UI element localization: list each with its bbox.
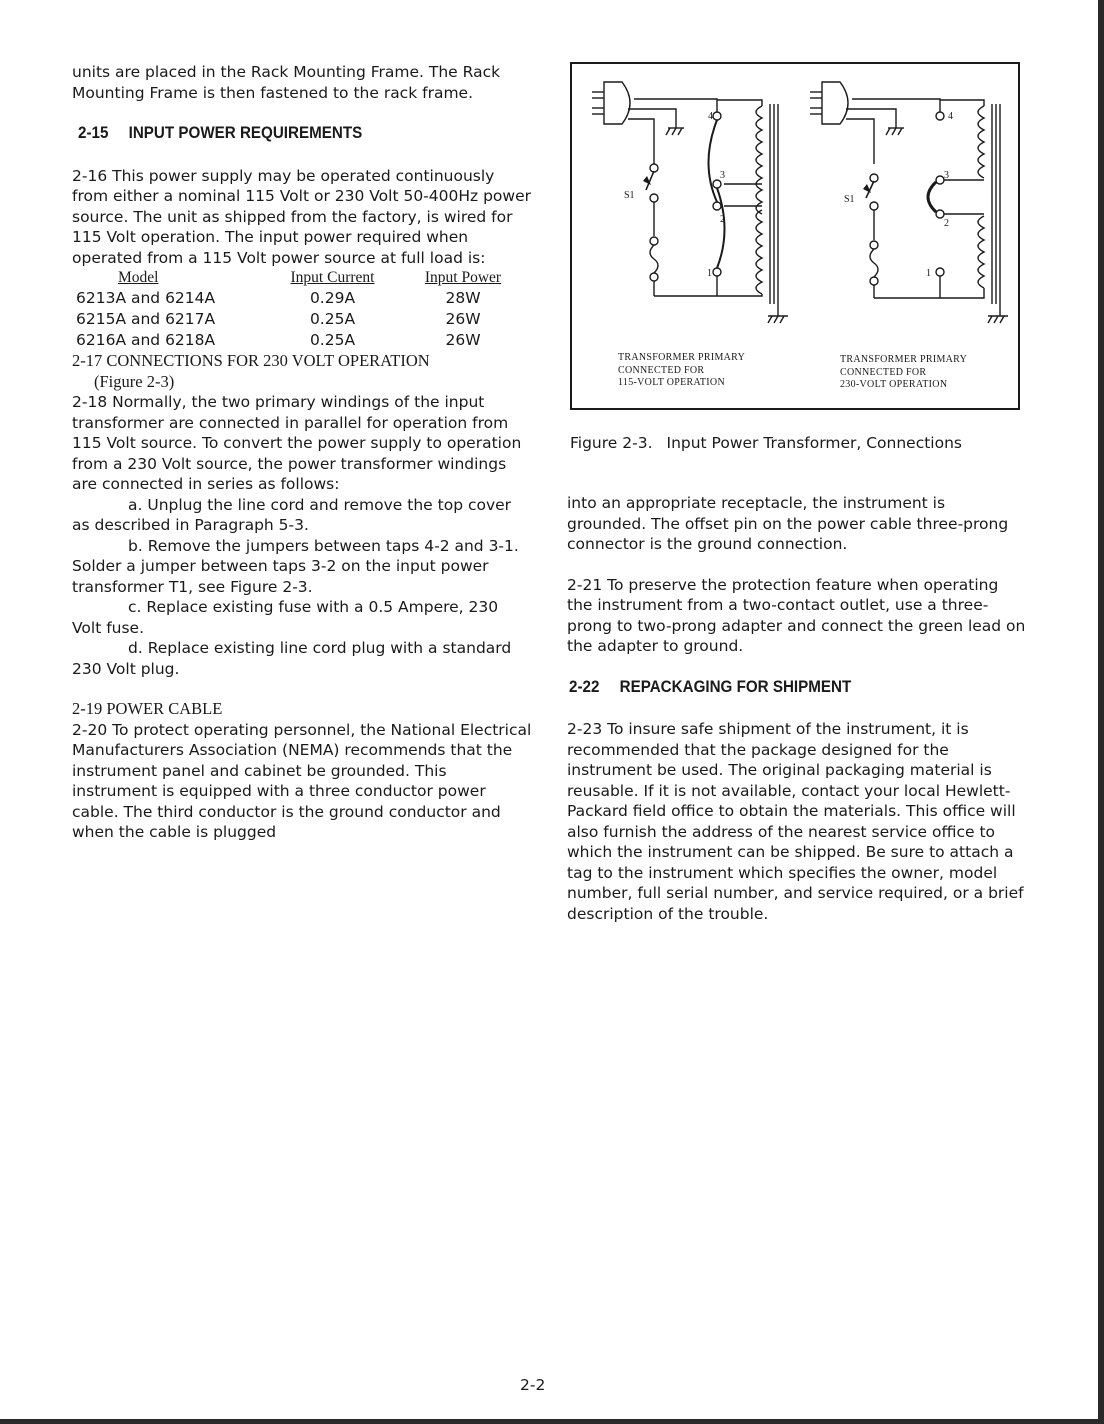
switch-label: S1: [624, 190, 635, 201]
plug-icon: [822, 82, 848, 124]
column-header-model: Model: [118, 269, 159, 286]
model-cell: 6215A and 6217A: [76, 310, 216, 328]
step-b: b. Remove the jumpers between taps 4-2 and 3-1. Solder a jumper between taps 3-2 on the input power transformer T1, see Figure 2-3.: [72, 536, 519, 596]
paragraph-2-18: 2-18 Normally, the two primary windings of the input transformer are connected in parallel for operation from 115 Volt source. To convert the power supply to operation from a 230 Volt source, the power transformer windings are connected in series as follows:: [72, 393, 522, 493]
plug-icon: [604, 82, 630, 124]
tap-label-3: 3: [944, 170, 949, 181]
section-2-19-heading: 2-19 POWER CABLE: [72, 699, 223, 718]
left-column: [72, 62, 532, 843]
jumper-3-1: [717, 188, 725, 268]
page-edge-right: [1098, 0, 1104, 1424]
model-cell: 6216A and 6218A: [76, 331, 216, 349]
figure-label-115v: [618, 352, 745, 390]
page-edge-bottom: [0, 1419, 1104, 1424]
column-header-input-power: Input Power: [424, 269, 502, 286]
paragraph-2-20: 2-20 To protect operating personnel, the National Electrical Manufacturers Association (NEMA) recommends that the instrument panel and cabinet be grounded. This instrument is equipped with a three conductor power cable. The third conductor is the ground conductor and when the cable is plugged: [72, 720, 532, 841]
section-number: 2-15: [78, 124, 109, 142]
figure-caption-text: Input Power Transformer, Connections: [666, 434, 962, 452]
paragraph-2-20-continued: into an appropriate receptacle, the instrument is grounded. The offset pin on the power cable three-prong connector is the ground connection.: [567, 494, 1009, 553]
jumper-3-2: [928, 182, 936, 212]
current-cell: 0.25A: [309, 331, 356, 349]
primary-coil-bottom: [978, 216, 984, 288]
primary-coil-top: [978, 106, 984, 178]
figure-caption: [570, 434, 976, 452]
figure-label-line: TRANSFORMER PRIMARY: [618, 352, 746, 363]
step-c: c. Replace existing fuse with a 0.5 Ampere, 230 Volt fuse.: [72, 598, 499, 637]
figure-label-line: 230-VOLT OPERATION: [840, 379, 948, 390]
figure-label-line: CONNECTED FOR: [840, 366, 927, 378]
jumper-4-2: [709, 120, 718, 202]
tap-label-4: 4: [708, 111, 713, 122]
diagram-115v: [592, 82, 788, 323]
figure-label-230v: [840, 354, 967, 392]
primary-coil-top: [756, 106, 762, 214]
diagram-230v: [810, 82, 1008, 323]
column-header-input-current: Input Current: [290, 269, 375, 286]
table-row: [76, 330, 526, 351]
tap-label-1: 1: [707, 268, 712, 279]
figure-reference: (Figure 2-3): [94, 371, 175, 391]
power-cell: 28W: [445, 289, 481, 307]
figure-caption-number: Figure 2-3.: [570, 434, 653, 452]
right-column: [567, 493, 1027, 924]
switch-label: S1: [844, 194, 855, 205]
step-a: a. Unplug the line cord and remove the top cover as described in Paragraph 5-3.: [72, 495, 512, 534]
power-cell: 26W: [445, 331, 481, 349]
current-cell: 0.25A: [309, 310, 356, 328]
input-power-table: [76, 268, 526, 351]
power-cell: 26W: [445, 310, 481, 328]
step-d: d. Replace existing line cord plug with a standard 230 Volt plug.: [72, 639, 512, 678]
intro-paragraph: units are placed in the Rack Mounting Frame. The Rack Mounting Frame is then fastened to the rack frame.: [72, 63, 501, 102]
tap-label-2: 2: [720, 214, 725, 225]
figure-label-line: CONNECTED FOR: [618, 364, 705, 376]
tap-label-2: 2: [944, 218, 949, 229]
section-title: REPACKAGING FOR SHIPMENT: [619, 677, 852, 696]
section-2-15-heading: [78, 123, 496, 144]
transformer-figure: [570, 62, 1020, 410]
paragraph-2-23: 2-23 To insure safe shipment of the instrument, it is recommended that the package designed for the instrument be used. The original packaging material is reusable. If it is not available, contact your local Hewlett-Packard field office to obtain the materials. This office will also furnish the address of the nearest service office to which the instrument can be shipped. Be sure to attach a tag to the instrument which specifies the owner, model number, full serial number, and service required, or a brief description of the trouble.: [567, 720, 1024, 923]
section-title: INPUT POWER REQUIREMENTS: [128, 124, 363, 142]
table-row: [76, 309, 526, 330]
tap-label-4: 4: [948, 111, 953, 122]
section-number: 2-22: [569, 677, 600, 696]
section-2-22-heading: [569, 677, 990, 698]
table-header-row: [76, 268, 526, 288]
model-cell: 6213A and 6214A: [76, 289, 216, 307]
page-number: 2-2: [520, 1376, 546, 1394]
tap-label-3: 3: [720, 170, 725, 181]
paragraph-2-21: 2-21 To preserve the protection feature when operating the instrument from a two-contact outlet, use a three-prong to two-prong adapter and connect the green lead on the adapter to ground.: [567, 575, 1026, 655]
tap-label-1: 1: [926, 268, 931, 279]
section-2-17-heading: 2-17 CONNECTIONS FOR 230 VOLT OPERATION: [72, 351, 430, 370]
figure-label-line: TRANSFORMER PRIMARY: [840, 354, 968, 365]
table-row: [76, 288, 526, 309]
primary-coil-bottom: [756, 210, 762, 294]
current-cell: 0.29A: [309, 289, 356, 307]
figure-label-line: 115-VOLT OPERATION: [618, 377, 725, 388]
paragraph-2-16: 2-16 This power supply may be operated continuously from either a nominal 115 Volt or 230 Volt 50-400Hz power source. The unit as shipped from the factory, is wired for 115 Volt operation. The input power required when operated from a 115 Volt power source at full load is:: [72, 166, 531, 267]
